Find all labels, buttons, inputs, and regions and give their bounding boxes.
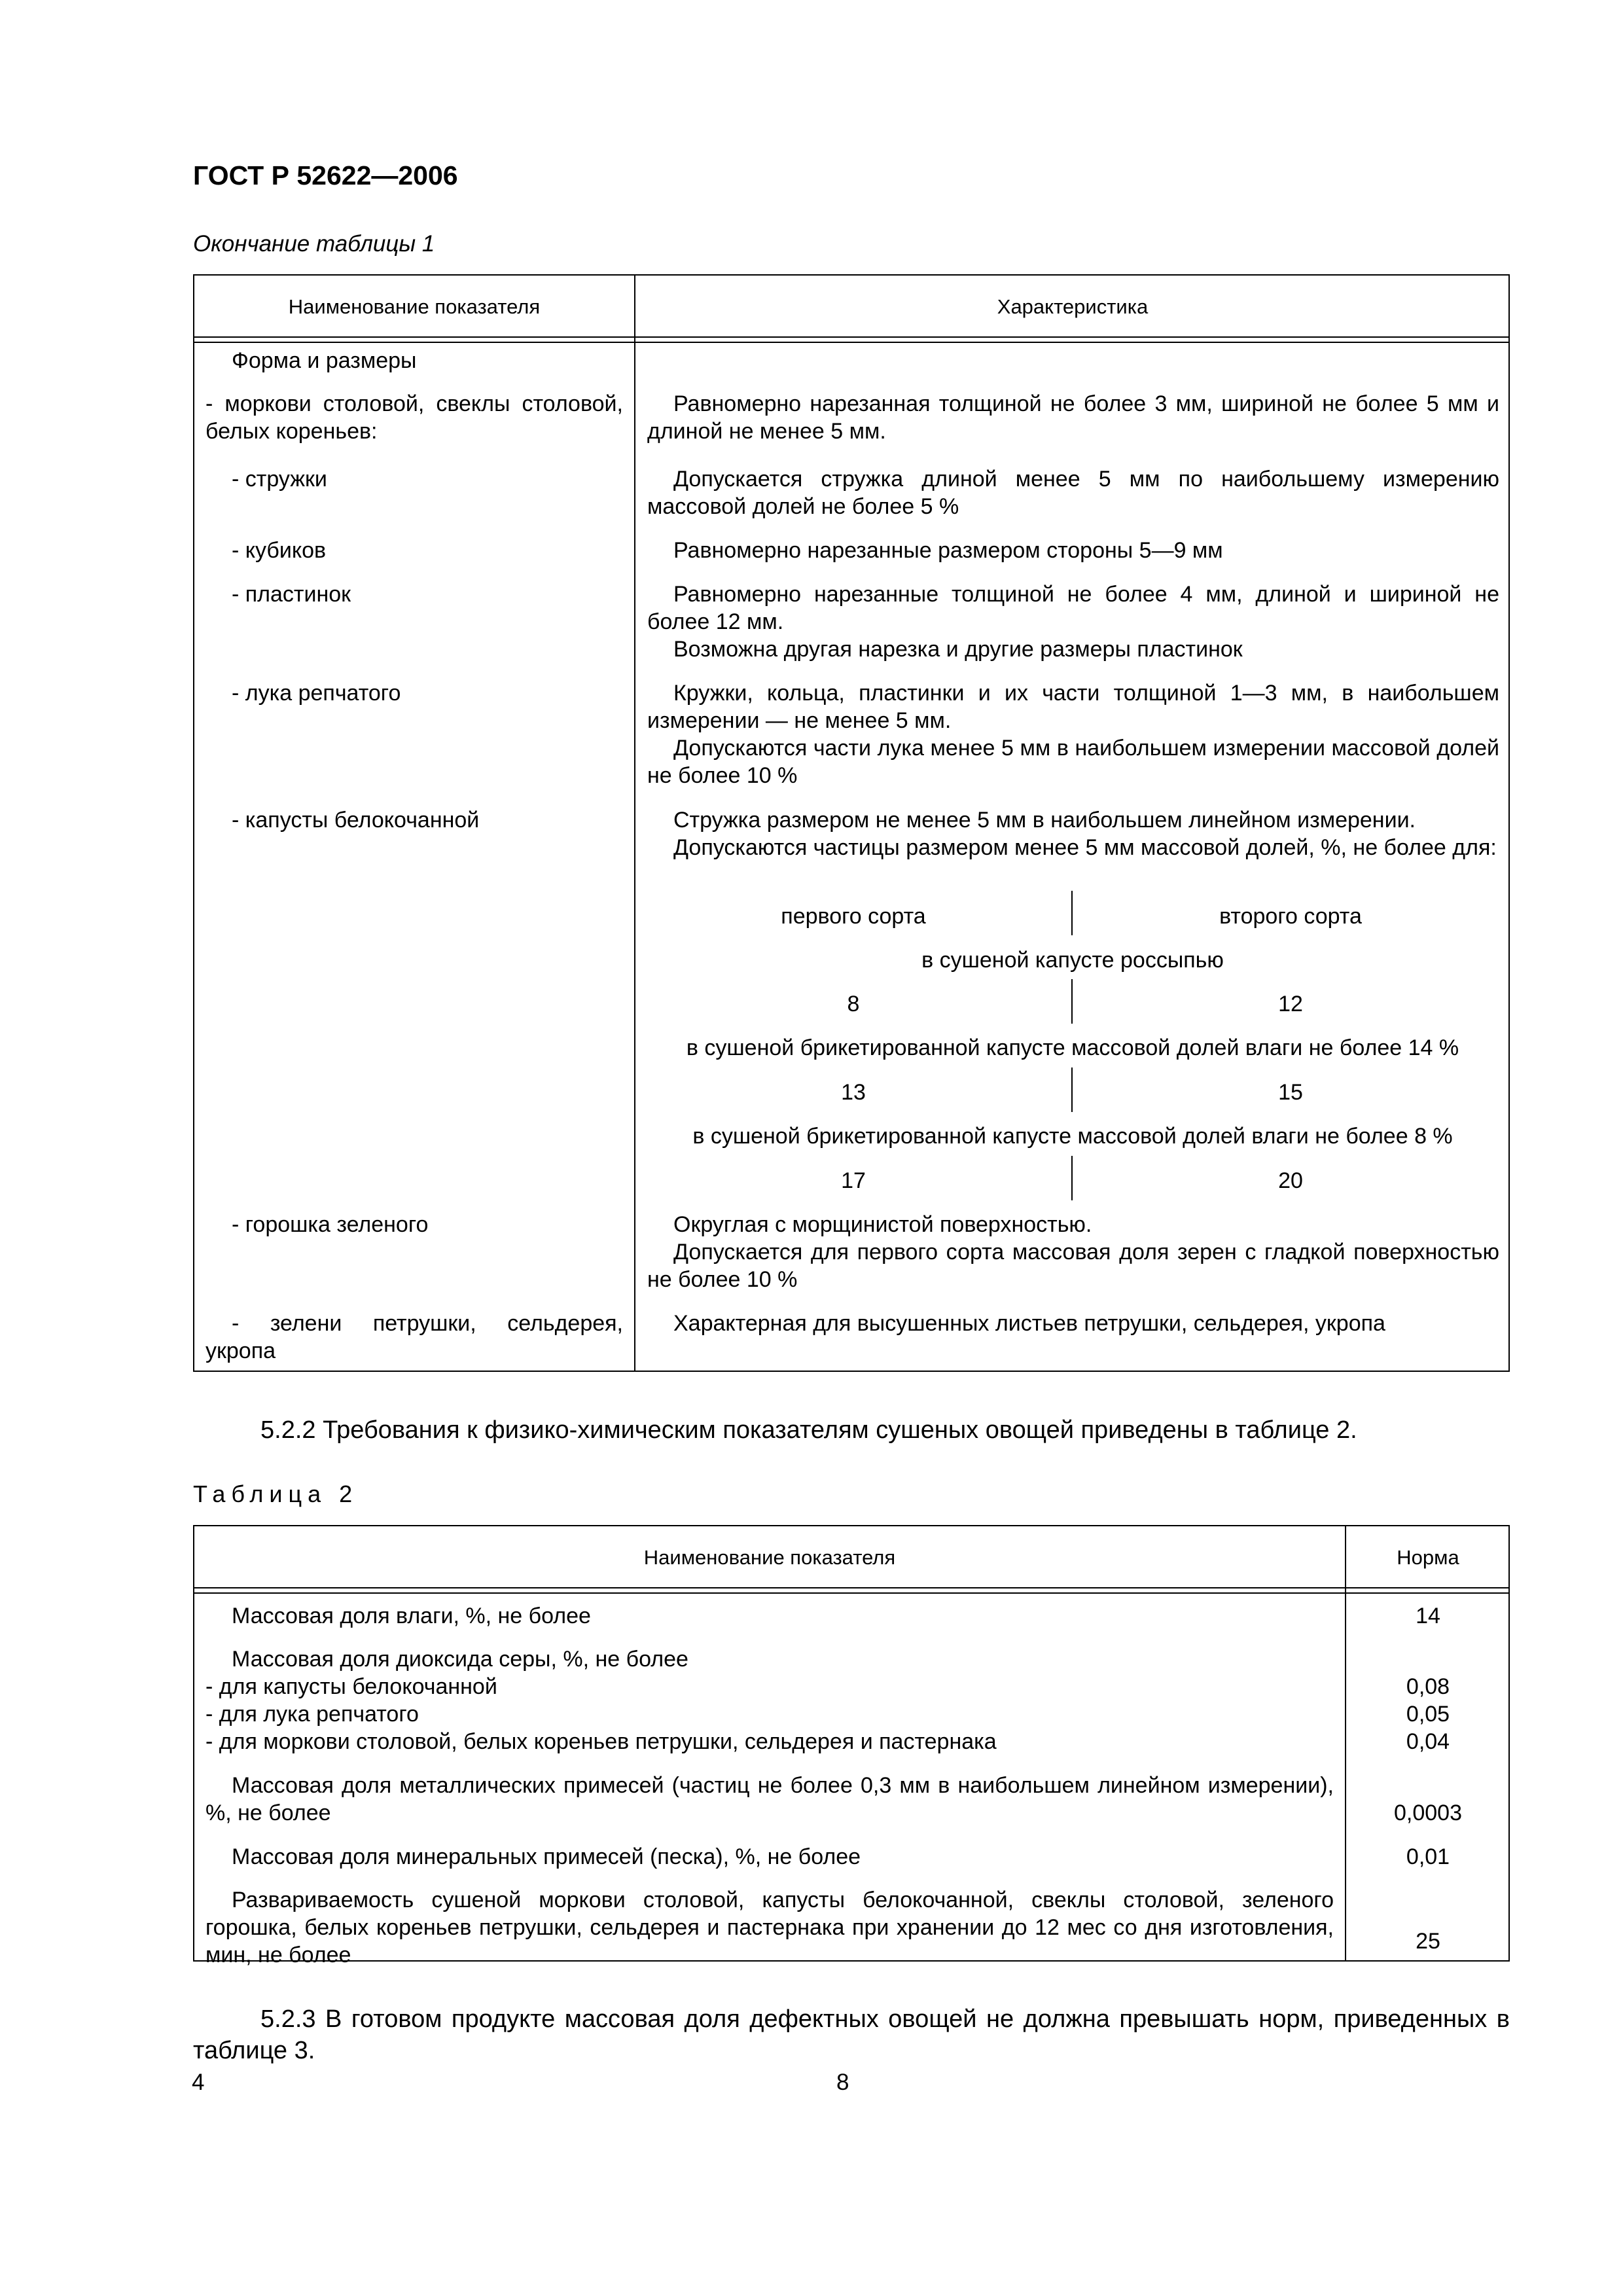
table-2-title: Таблица 2 xyxy=(193,1480,359,1507)
table1-row-characteristic: Округлая с морщинистой поверхностью. xyxy=(673,1212,1092,1237)
table1-row-characteristic: Стружка размером не менее 5 мм в наибольшем линейном измерении. xyxy=(673,808,1416,833)
cabbage-brick14-grade-1: 13 xyxy=(841,1080,866,1105)
table2-row-name: Массовая доля диоксида серы, %, не более xyxy=(232,1647,688,1672)
cabbage-brick14-grade-2: 15 xyxy=(1278,1080,1303,1105)
table1-row-characteristic: Равномерно нарезанные размером стороны 5—9 мм xyxy=(673,538,1223,563)
table1-row-characteristic-note: Возможна другая нарезка и другие размеры пластинок xyxy=(673,637,1243,662)
column-divider xyxy=(634,276,635,1371)
table1-row-name: - лука репчатого xyxy=(232,681,401,706)
table2-subrow-norm: 0,04 xyxy=(1406,1729,1450,1754)
table1-row-characteristic: Характерная для высушенных листьев петрушки, сельдерея, укропа xyxy=(673,1311,1385,1336)
table1-row-name: - кубиков xyxy=(232,538,327,563)
table1-row-name: - стружки xyxy=(232,467,327,492)
cabbage-brick14-label: в сушеной брикетированной капусте массовой долей влаги не более 14 % xyxy=(686,1035,1459,1060)
table2-row-norm: 0,01 xyxy=(1406,1844,1450,1869)
table2-subrow-name: - для лука репчатого xyxy=(205,1702,419,1727)
header-rule xyxy=(194,336,1508,338)
table1-row-characteristic-note: Допускаются частицы размером менее 5 мм массовой долей, %, не более для: xyxy=(673,835,1497,860)
table2-row-norm: 25 xyxy=(1416,1929,1440,1954)
table-1 xyxy=(193,274,1510,1372)
table2-header-name: Наименование показателя xyxy=(643,1546,896,1569)
header-rule-double xyxy=(194,1592,1508,1594)
table2-header-norm: Норма xyxy=(1397,1546,1459,1569)
page-number-left: 4 xyxy=(192,2070,205,2095)
table2-row-name: Массовая доля влаги, %, не более xyxy=(232,1604,591,1628)
cabbage-brick8-grade-1: 17 xyxy=(841,1168,866,1193)
table1-group-label: Форма и размеры xyxy=(232,348,417,373)
table2-subrow-name: - для моркови столовой, белых кореньев петрушки, сельдерея и пастернака xyxy=(205,1729,997,1754)
table1-row-name: - капусты белокочанной xyxy=(232,808,480,833)
column-divider xyxy=(1345,1526,1346,1960)
header-rule-double xyxy=(194,342,1508,343)
cabbage-loose-grade-2: 12 xyxy=(1278,992,1303,1016)
table1-row-characteristic: Равномерно нарезанная толщиной не более 3 мм, шириной не более 5 мм и длиной не менее 5 мм. xyxy=(647,391,1499,444)
paragraph-5-2-3: 5.2.3 В готовом продукте массовая доля дефектных овощей не должна превышать норм, приведенных в таблице 3. xyxy=(193,2005,1510,2064)
table1-row-characteristic: Равномерно нарезанные толщиной не более 4 мм, длиной и шириной не более 12 мм. xyxy=(647,582,1499,634)
header-rule xyxy=(194,1587,1508,1588)
table2-row-norm: 0,0003 xyxy=(1394,1801,1462,1825)
table1-row-name: - пластинок xyxy=(232,582,351,607)
table2-row-norm: 14 xyxy=(1416,1604,1440,1628)
table2-subrow-norm: 0,08 xyxy=(1406,1674,1450,1699)
table2-subrow-name: - для капусты белокочанной xyxy=(205,1674,497,1699)
grade-1-label: первого сорта xyxy=(781,904,926,929)
table-2 xyxy=(193,1525,1510,1967)
table1-row-name: - моркови столовой, свеклы столовой, белых кореньев: xyxy=(205,391,623,444)
table2-row-name: Массовая доля металлических примесей (частиц не более 0,3 мм в наибольшем линейном измерении), %, не более xyxy=(205,1773,1334,1825)
cabbage-brick8-grade-2: 20 xyxy=(1278,1168,1303,1193)
table1-row-name: - зелени петрушки, сельдерея, укропа xyxy=(205,1311,623,1363)
standard-number: ГОСТ Р 52622—2006 xyxy=(193,160,458,190)
cabbage-loose-grade-1: 8 xyxy=(847,992,860,1016)
table2-row-name: Развариваемость сушеной моркови столовой, капусты белокочанной, свеклы столовой, зеленого горошка, белых кореньев петрушки, сельдерея и пастернака при хранении до 12 мес со дня изготовления, мин, не более xyxy=(205,1888,1334,1967)
table1-row-characteristic: Кружки, кольца, пластинки и их части толщиной 1—3 мм, в наибольшем измерении — не менее 5 мм. xyxy=(647,681,1499,733)
table2-row-name: Массовая доля минеральных примесей (песка), %, не более xyxy=(232,1844,861,1869)
table1-row-characteristic-note: Допускаются части лука менее 5 мм в наибольшем измерении массовой долей не более 10 % xyxy=(647,736,1499,788)
table1-row-name: - горошка зеленого xyxy=(232,1212,429,1237)
table-continuation-caption: Окончание таблицы 1 xyxy=(193,231,435,257)
table1-row-characteristic: Допускается стружка длиной менее 5 мм по наибольшему измерению массовой долей не более 5 % xyxy=(647,467,1499,519)
cabbage-loose-label: в сушеной капусте россыпью xyxy=(921,948,1224,973)
cabbage-brick8-label: в сушеной брикетированной капусте массовой долей влаги не более 8 % xyxy=(692,1124,1453,1149)
grade-2-label: второго сорта xyxy=(1219,904,1362,929)
table2-subrow-norm: 0,05 xyxy=(1406,1702,1450,1727)
table1-header-characteristic: Характеристика xyxy=(997,295,1149,318)
page-number-center: 8 xyxy=(836,2070,849,2095)
paragraph-5-2-2: 5.2.2 Требования к физико-химическим показателям сушеных овощей приведены в таблице 2. xyxy=(260,1416,1357,1444)
table1-row-characteristic-note: Допускается для первого сорта массовая доля зерен с гладкой поверхностью не более 10 % xyxy=(647,1240,1499,1292)
table1-header-name: Наименование показателя xyxy=(288,295,541,318)
